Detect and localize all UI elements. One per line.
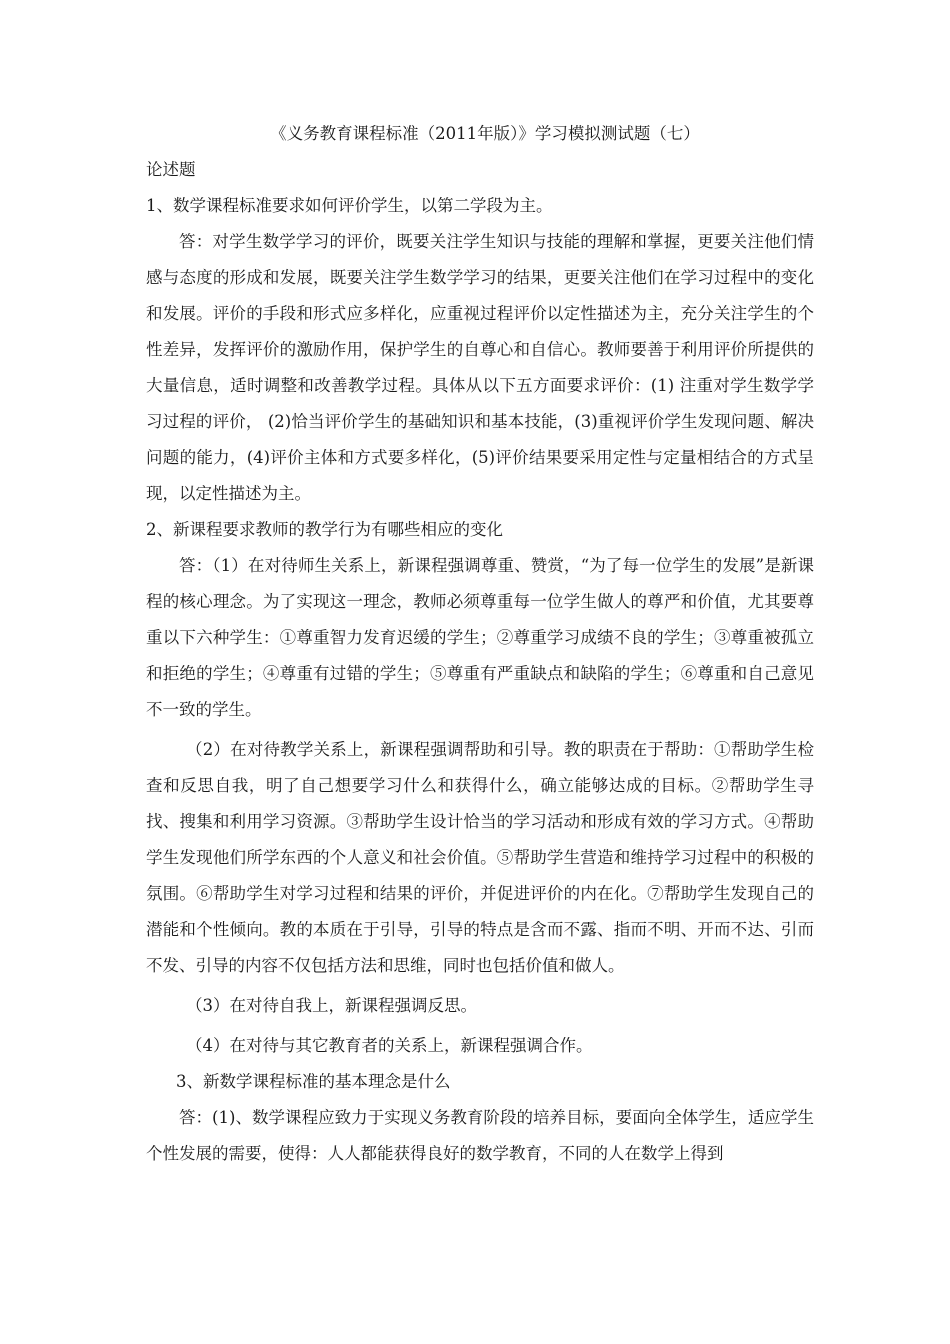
- question-1: 1、数学课程标准要求如何评价学生，以第二学段为主。: [146, 196, 553, 215]
- question-2: 2、新课程要求教师的教学行为有哪些相应的变化: [146, 520, 503, 539]
- answer-2-part-4: （4）在对待与其它教育者的关系上，新课程强调合作。: [186, 1036, 593, 1055]
- answer-1: 答：对学生数学学习的评价，既要关注学生知识与技能的理解和掌握，更要关注他们情感与态度的形成和发展，既要关注学生数学学习的结果，更要关注他们在学习过程中的变化和发展。评价的手段和形式应多样化，应重视过程评价以定性描述为主，充分关注学生的个性差异，发挥评价的激励作用，保护学生的自尊心和自信心。教师要善于利用评价所提供的大量信息，适时调整和改善教学过程。具体从以下五方面要求评价：(1) 注重对学生数学学习过程的评价， (2)恰当评价学生的基础知识和基本技能，(3)重视评价学生发现问题、解决问题的能力，(4)评价主体和方式要多样化，(5)评价结果要采用定性与定量相结合的方式呈现，以定性描述为主。: [146, 232, 814, 503]
- question-3: 3、新数学课程标准的基本理念是什么: [176, 1072, 451, 1091]
- document-page: [146, 116, 814, 1172]
- document-title: 《义务教育课程标准（2011年版）》学习模拟测试题（七）: [270, 124, 700, 143]
- answer-2-part-1: 答：（1）在对待师生关系上，新课程强调尊重、赞赏，“为了每一位学生的发展”是新课程的核心理念。为了实现这一理念，教师必须尊重每一位学生做人的尊严和价值，尤其要尊重以下六种学生：①尊重智力发育迟缓的学生；②尊重学习成绩不良的学生；③尊重被孤立和拒绝的学生；④尊重有过错的学生；⑤尊重有严重缺点和缺陷的学生；⑥尊重和自己意见不一致的学生。: [146, 556, 814, 719]
- answer-2-part-2: （2）在对待教学关系上，新课程强调帮助和引导。教的职责在于帮助：①帮助学生检查和反思自我，明了自己想要学习什么和获得什么，确立能够达成的目标。②帮助学生寻找、搜集和利用学习资源。③帮助学生设计恰当的学习活动和形成有效的学习方式。④帮助学生发现他们所学东西的个人意义和社会价值。⑤帮助学生营造和维持学习过程中的积极的氛围。⑥帮助学生对学习过程和结果的评价，并促进评价的内在化。⑦帮助学生发现自己的潜能和个性倾向。教的本质在于引导，引导的特点是含而不露、指而不明、开而不达、引而不发、引导的内容不仅包括方法和思维，同时也包括价值和做人。: [146, 740, 814, 975]
- section-heading: 论述题: [146, 160, 196, 179]
- answer-3: 答：(1)、数学课程应致力于实现义务教育阶段的培养目标，要面向全体学生，适应学生个性发展的需要，使得：人人都能获得良好的数学教育，不同的人在数学上得到: [146, 1108, 814, 1163]
- answer-2-part-3: （3）在对待自我上，新课程强调反思。: [186, 996, 477, 1015]
